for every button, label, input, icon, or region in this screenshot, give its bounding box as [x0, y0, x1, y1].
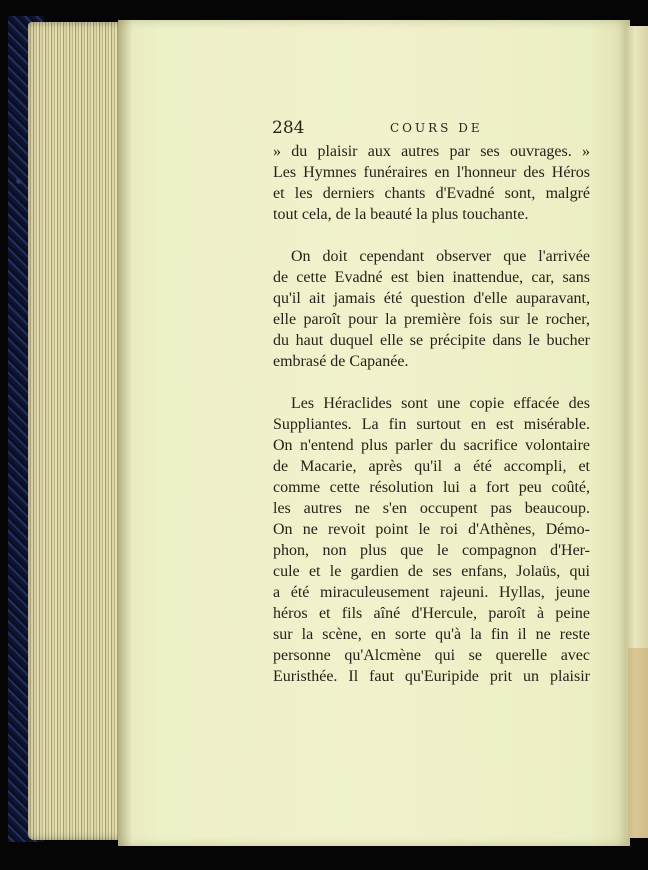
- text-line: a été miraculeusement rajeuni. Hyllas, jeune: [273, 584, 590, 601]
- text-line: On doit cependant observer que l'arrivée: [291, 248, 590, 265]
- facing-page-edge: [626, 26, 648, 838]
- text-line: comme cette résolution lui a fort peu coûté,: [273, 479, 590, 496]
- paragraph-gap: [273, 372, 590, 393]
- text-line: sur la scène, en sorte qu'à la fin il ne reste: [273, 626, 590, 643]
- paragraph-gap: [273, 225, 590, 246]
- text-line: On n'entend plus parler du sacrifice volontaire: [273, 437, 590, 454]
- page-number: 284: [272, 118, 305, 138]
- running-head: COURS DE: [390, 121, 483, 135]
- text-line: Suppliantes. La fin surtout en est misérable.: [273, 416, 590, 433]
- text-line: » du plaisir aux autres par ses ouvrages. »: [273, 143, 590, 160]
- text-line: et les derniers chants d'Evadné sont, malgré: [273, 185, 590, 202]
- text-line: On ne revoit point le roi d'Athènes, Démo-: [273, 521, 590, 538]
- text-line: phon, non plus que le compagnon d'Her-: [273, 542, 590, 559]
- text-line: les autres ne s'en occupent pas beaucoup.: [273, 500, 590, 517]
- facing-page-stain: [628, 648, 648, 838]
- text-line: tout cela, de la beauté la plus touchante.: [273, 206, 529, 223]
- text-line: du haut duquel elle se précipite dans le bucher: [273, 332, 590, 349]
- text-line: de Macarie, après qu'il a été accompli, et: [273, 458, 590, 475]
- page-gutter-shadow: [118, 20, 132, 846]
- text-line: elle paroît pour la première fois sur le rocher,: [273, 311, 590, 328]
- text-line: de cette Evadné est bien inattendue, car, sans: [273, 269, 590, 286]
- body-text: [273, 141, 590, 687]
- text-line: Les Hymnes funéraires en l'honneur des Héros: [273, 164, 590, 181]
- text-line: Euristhée. Il faut qu'Euripide prit un plaisir: [273, 668, 590, 685]
- text-line: héros et fils aîné d'Hercule, paroît à peine: [273, 605, 590, 622]
- text-line: Les Héraclides sont une copie effacée des: [291, 395, 590, 412]
- text-line: personne qu'Alcmène qui se querelle avec: [273, 647, 590, 664]
- text-line: cule et le gardien de ses enfans, Jolaüs, qui: [273, 563, 590, 580]
- page-header: [272, 118, 592, 138]
- text-line: qu'il ait jamais été question d'elle auparavant,: [273, 290, 590, 307]
- text-line: embrasé de Capanée.: [273, 353, 409, 370]
